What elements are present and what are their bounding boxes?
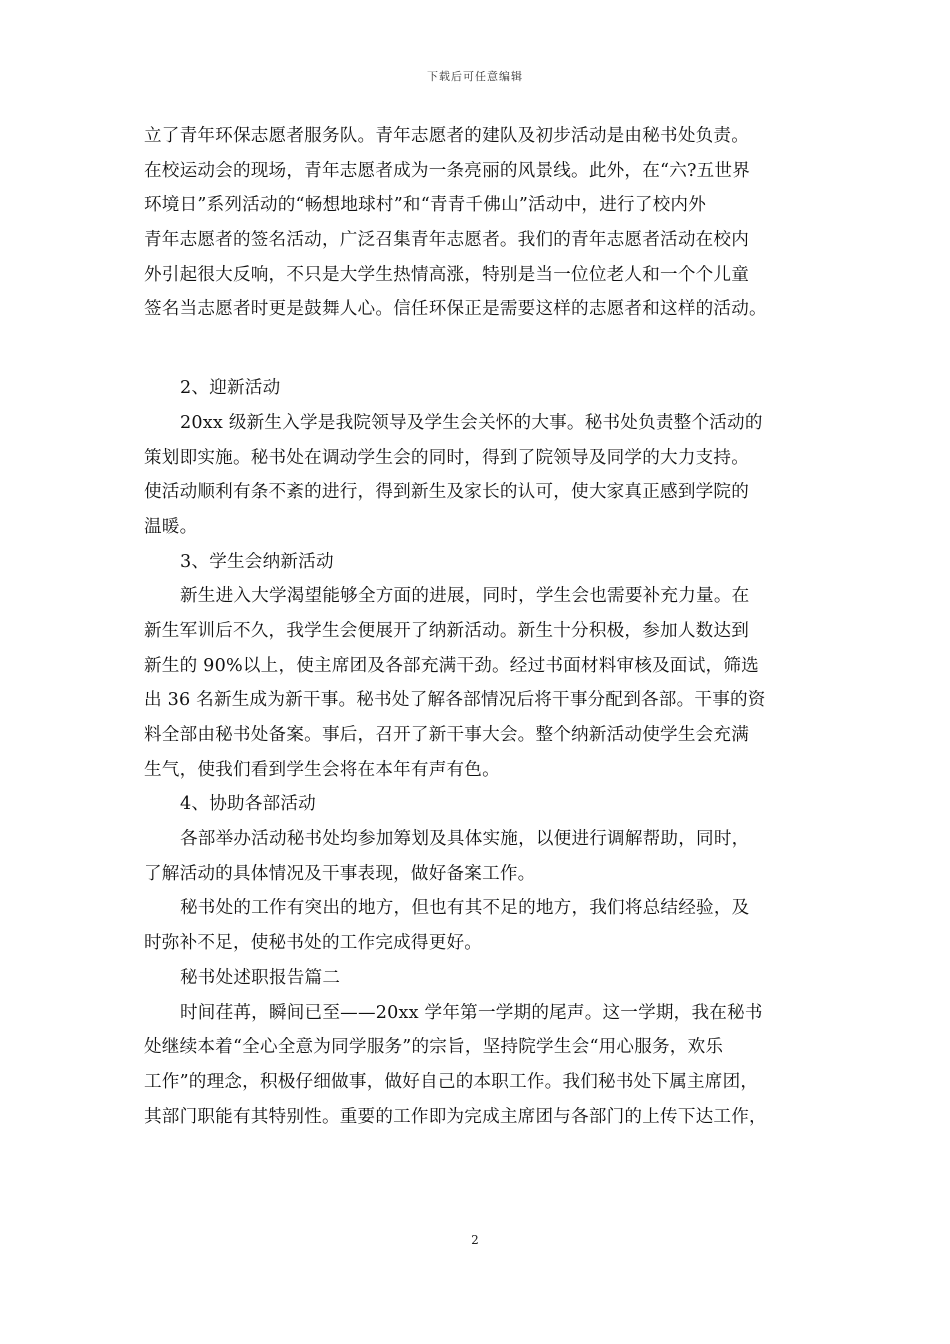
- page-number: 2: [471, 1233, 479, 1247]
- section-heading-welcome: 2、迎新活动: [180, 378, 281, 399]
- text-line: 温暖。: [144, 516, 198, 537]
- document-body: [144, 119, 822, 1134]
- text-line: 其部门职能有其特别性。重要的工作即为完成主席团与各部门的上传下达工作，: [144, 1106, 767, 1127]
- paragraph-welcome: [144, 406, 822, 545]
- text-line: 青年志愿者的签名活动，广泛召集青年志愿者。我们的青年志愿者活动在校内: [144, 230, 749, 251]
- section-heading-report-two: 秘书处述职报告篇二: [180, 967, 341, 988]
- section-heading-recruitment: 3、学生会纳新活动: [180, 551, 334, 572]
- text-line: 秘书处的工作有突出的地方，但也有其不足的地方，我们将总结经验，及: [180, 898, 750, 919]
- text-line: 新生进入大学渴望能够全方面的进展，同时，学生会也需要补充力量。在: [180, 586, 750, 607]
- text-line: 时弥补不足，使秘书处的工作完成得更好。: [144, 933, 483, 954]
- paragraph-summary: [144, 891, 822, 960]
- text-line: 在校运动会的现场，青年志愿者成为一条亮丽的风景线。此外，在“六?五世界: [144, 160, 751, 181]
- text-line: 时间荏苒，瞬间已至——20xx 学年第一学期的尾声。这一学期，我在秘书: [180, 1002, 763, 1023]
- text-line: 20xx 级新生入学是我院领导及学生会关怀的大事。秘书处负责整个活动的: [180, 412, 763, 433]
- page-header: 下载后可任意编辑: [427, 70, 523, 83]
- text-line: 工作”的理念，积极仔细做事，做好自己的本职工作。我们秘书处下属主席团，: [144, 1071, 759, 1092]
- text-line: 各部举办活动秘书处均参加筹划及具体实施，以便进行调解帮助，同时，: [180, 829, 750, 850]
- text-line: 策划即实施。秘书处在调动学生会的同时，得到了院领导及同学的大力支持。: [144, 447, 749, 468]
- text-line: 新生的 90%以上，使主席团及各部充满干劲。经过书面材料审核及面试，筛选: [144, 655, 759, 676]
- text-line: 处继续本着“全心全意为同学服务”的宗旨，坚持院学生会“用心服务，欢乐: [144, 1037, 724, 1058]
- section-heading-assist: 4、协助各部活动: [180, 794, 316, 815]
- text-line: 料全部由秘书处备案。事后，召开了新干事大会。整个纳新活动使学生会充满: [144, 725, 749, 745]
- text-line: 外引起很大反响，不只是大学生热情高涨，特别是当一位位老人和一个个儿童: [144, 264, 749, 285]
- text-line: 签名当志愿者时更是鼓舞人心。信任环保正是需要这样的志愿者和这样的活动。: [144, 299, 767, 320]
- paragraph-assist: [144, 822, 822, 891]
- paragraph-volunteers: [144, 119, 822, 327]
- text-line: 环境日”系列活动的“畅想地球村”和“青青千佛山”活动中，进行了校内外: [144, 195, 706, 216]
- paragraph-recruitment: [144, 579, 822, 787]
- paragraph-gap: [144, 327, 822, 371]
- text-line: 出 36 名新生成为新干事。秘书处了解各部情况后将干事分配到各部。干事的资: [144, 690, 766, 711]
- text-line: 生气，使我们看到学生会将在本年有声有色。: [144, 759, 500, 780]
- text-line: 立了青年环保志愿者服务队。青年志愿者的建队及初步活动是由秘书处负责。: [144, 126, 749, 146]
- text-line: 了解活动的具体情况及干事表现，做好备案工作。: [144, 863, 536, 884]
- text-line: 新生军训后不久，我学生会便展开了纳新活动。新生十分积极，参加人数达到: [144, 620, 749, 641]
- text-line: 使活动顺利有条不紊的进行，得到新生及家长的认可，使大家真正感到学院的: [144, 482, 749, 503]
- paragraph-report-two: [144, 996, 822, 1135]
